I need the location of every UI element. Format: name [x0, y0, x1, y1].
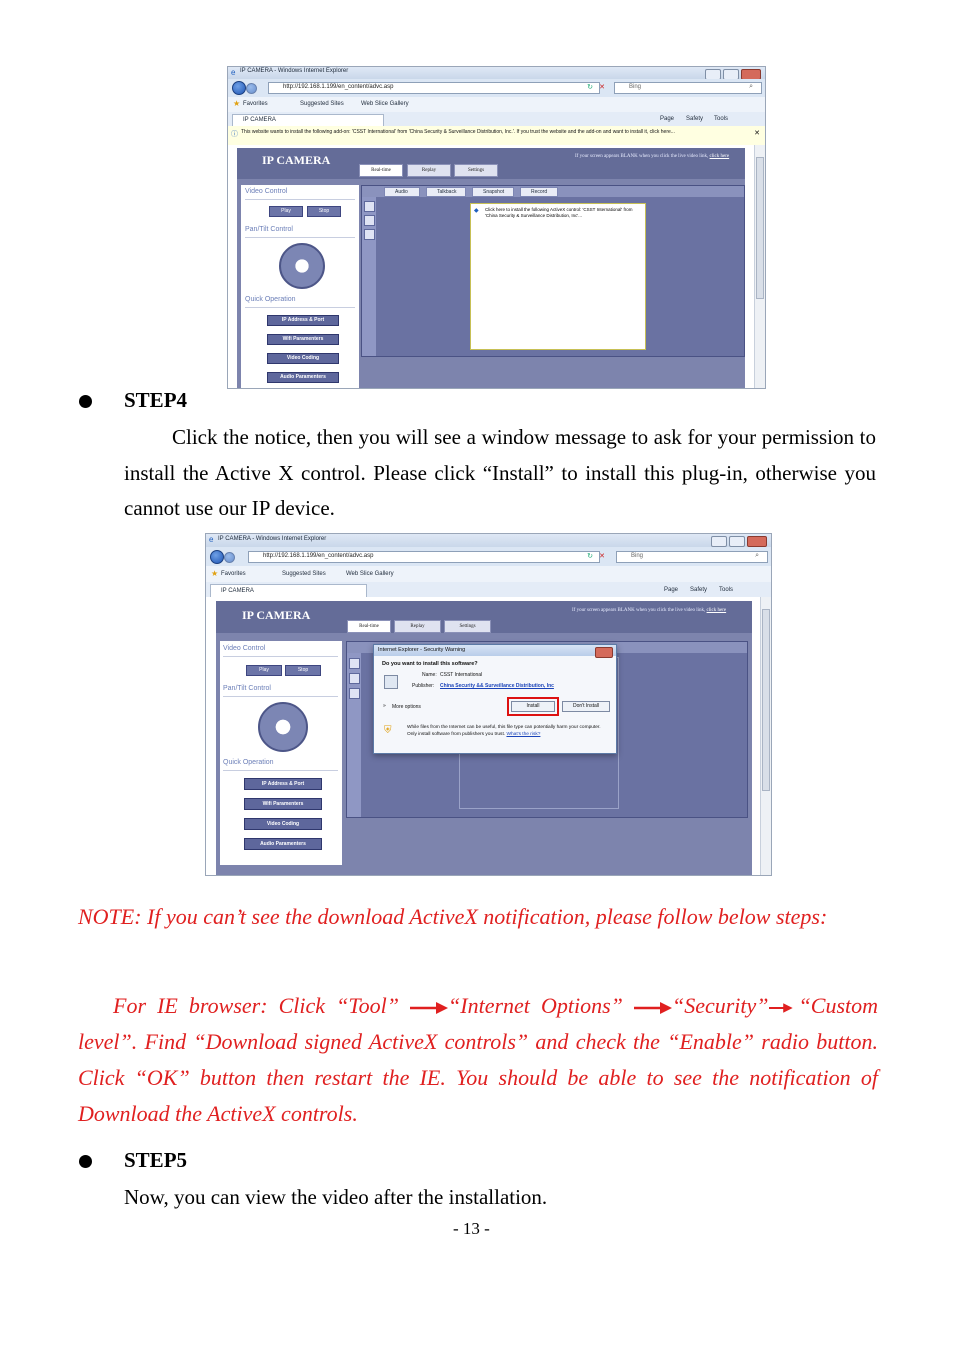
web-slice-gallery[interactable]: Web Slice Gallery [346, 571, 394, 577]
video-side-tools [362, 197, 376, 356]
audio-parameters-button[interactable]: Audio Paramenters [267, 372, 339, 383]
tab-settings[interactable]: Settings [444, 620, 491, 633]
search-icon[interactable]: ⌕ [755, 552, 759, 559]
zoom-in-icon[interactable] [364, 201, 375, 212]
shield-icon: ◆ [474, 208, 479, 214]
ie-logo-icon: e [209, 535, 214, 544]
quick-operation-label: Quick Operation [223, 759, 274, 766]
window-title: IP CAMERA - Windows Internet Explorer [240, 68, 349, 74]
favorites-star-icon: ★ [233, 99, 241, 108]
stop-icon[interactable]: ✕ [599, 84, 605, 91]
close-button[interactable] [747, 536, 767, 547]
activex-notice-text: Click here to install the following ActiveX control: 'CSST International' from 'China Security & Surveillance Distribution, Inc'... [485, 207, 633, 218]
zoom-out-icon[interactable] [364, 215, 375, 226]
tab-settings[interactable]: Settings [454, 164, 498, 177]
screenshot-ie-notice [227, 66, 766, 389]
camera-app [237, 148, 745, 388]
fullscreen-icon[interactable] [364, 229, 375, 240]
address-row [228, 79, 765, 97]
tab-title: IP CAMERA [243, 117, 276, 123]
address-bar[interactable] [248, 551, 605, 563]
publisher-link[interactable]: China Security && Surveillance Distribution, Inc [440, 683, 554, 689]
search-box[interactable] [616, 551, 768, 563]
zoom-in-icon[interactable] [349, 658, 360, 669]
toolbar-page[interactable]: Page [664, 587, 679, 593]
stop-button[interactable]: Stop [285, 665, 321, 676]
video-area [361, 185, 745, 357]
click-here-link[interactable]: click here [706, 608, 727, 613]
video-control-label: Video Control [223, 645, 266, 652]
dialog-question: Do you want to install this software? [382, 661, 478, 667]
step5-heading: STEP5 [124, 1148, 188, 1172]
stop-icon[interactable]: ✕ [599, 553, 605, 560]
arrow-icon [410, 1002, 448, 1014]
toolbar-tools[interactable]: Tools [719, 587, 734, 593]
suggested-sites[interactable]: Suggested Sites [282, 571, 326, 577]
favorites-star-icon: ★ [211, 569, 219, 578]
page-number: - 13 - [453, 1219, 490, 1238]
bullet-step4 [79, 395, 92, 408]
search-placeholder: Bing [631, 553, 644, 559]
window-title: IP CAMERA - Windows Internet Explorer [218, 536, 327, 542]
info-icon: ⓘ [231, 131, 238, 138]
note-intro: NOTE: If you can’t see the download ActiveX notification, please follow below steps: [78, 904, 828, 929]
zoom-out-icon[interactable] [349, 673, 360, 684]
fullscreen-icon[interactable] [349, 688, 360, 699]
dialog-warning: While files from the Internet can be useful, this file type can potentially harm your computer. Only install software from publishers you trust. What's the risk? [407, 725, 601, 737]
quick-operation-label: Quick Operation [245, 296, 296, 303]
arrow-icon [634, 1002, 672, 1014]
step4-heading: STEP4 [124, 388, 188, 412]
play-button[interactable]: Play [269, 206, 303, 217]
left-panel [241, 185, 359, 388]
ie-logo-icon: e [231, 68, 236, 77]
page-scrollbar[interactable] [754, 145, 765, 388]
play-button[interactable]: Play [246, 665, 282, 676]
back-icon[interactable] [210, 550, 224, 564]
activex-placeholder[interactable] [470, 203, 646, 350]
record-button[interactable]: Record [520, 187, 558, 197]
step5-text: Now, you can view the video after the installation. [124, 1185, 548, 1209]
toolbar-tools[interactable]: Tools [714, 116, 729, 122]
install-highlight [507, 697, 559, 716]
audio-parameters-button[interactable]: Audio Paramenters [244, 838, 322, 850]
arrow-icon [769, 1002, 799, 1014]
toolbar-page[interactable]: Page [660, 116, 675, 122]
camera-header [216, 601, 752, 633]
video-side-tools [347, 653, 361, 817]
window-titlebar [206, 534, 771, 547]
blank-hint: If your screen appears BLANK when you click the live video link, click here [575, 154, 730, 159]
tab-title: IP CAMERA [221, 588, 254, 594]
suggested-sites[interactable]: Suggested Sites [300, 101, 344, 107]
ip-address-port-button[interactable]: IP Address & Port [267, 315, 339, 326]
camera-header [237, 148, 745, 179]
screenshot-ie-security-warning [205, 533, 772, 876]
tab-real-time[interactable]: Real-time [347, 620, 391, 633]
url-text: http://192.168.1.199/en_content/advc.asp [263, 553, 374, 559]
more-options-chevron-icon[interactable]: » [383, 703, 386, 709]
tab-row [206, 582, 771, 598]
forward-icon[interactable] [224, 552, 235, 563]
brand-title: IP CAMERA [262, 153, 331, 167]
name-value: CSST International [440, 672, 483, 678]
forward-icon[interactable] [246, 83, 257, 94]
dialog-titlebar [374, 645, 616, 656]
whats-the-risk-link[interactable]: What's the risk? [506, 731, 541, 737]
video-coding-button[interactable]: Video Coding [267, 353, 339, 364]
minimize-button[interactable] [711, 536, 727, 547]
dont-install-button[interactable]: Don't Install [562, 701, 610, 712]
tab-replay[interactable]: Replay [407, 164, 451, 177]
favorites-label[interactable]: Favorites [243, 101, 268, 107]
favorites-label[interactable]: Favorites [221, 571, 246, 577]
click-here-link[interactable]: click here [709, 154, 730, 159]
name-label: Name: [422, 672, 437, 678]
toolbar-safety[interactable]: Safety [690, 587, 708, 593]
video-control-label: Video Control [245, 188, 288, 195]
toolbar-safety[interactable]: Safety [686, 116, 704, 122]
dialog-title: Internet Explorer - Security Warning [378, 647, 466, 653]
browser-tab[interactable] [210, 584, 367, 598]
maximize-button[interactable] [729, 536, 745, 547]
note-part4: “Custom level”. Find “Download signed ActiveX controls” and check the “Enable” radio button. Click “OK” button then restart the IE. You should be able to see the notification of Download the ActiveX controls. [78, 993, 879, 1126]
address-row [206, 547, 771, 566]
note-instructions [78, 988, 878, 1132]
stop-button[interactable]: Stop [307, 206, 341, 217]
pan-tilt-label: Pan/Tilt Control [245, 226, 293, 233]
url-text: http://192.168.1.199/en_content/advc.asp [283, 84, 394, 90]
search-box[interactable] [614, 82, 762, 94]
bullet-step5 [79, 1155, 92, 1168]
blank-hint: If your screen appears BLANK when you click the live video link, click here [572, 608, 727, 613]
wifi-parameters-button[interactable]: Wifi Paramenters [267, 334, 339, 345]
more-options[interactable]: More options [392, 704, 421, 710]
video-coding-button[interactable]: Video Coding [244, 818, 322, 830]
refresh-icon[interactable]: ↻ [587, 553, 593, 560]
ip-address-port-button[interactable]: IP Address & Port [244, 778, 322, 790]
audio-button[interactable]: Audio [384, 187, 420, 197]
brand-title: IP CAMERA [242, 608, 311, 622]
search-placeholder: Bing [629, 84, 642, 90]
note-part1: For IE browser: Click “Tool” [113, 993, 399, 1018]
back-icon[interactable] [232, 81, 246, 95]
window-titlebar [228, 67, 765, 79]
favorites-bar [206, 566, 771, 582]
note-part3: “Security” [671, 993, 769, 1018]
infobar-close-icon[interactable]: ✕ [754, 130, 760, 137]
warning-shield-icon: ⛨ [384, 725, 392, 736]
ptz-control[interactable] [258, 702, 308, 752]
step4-text: Click the notice, then you will see a window message to ask for your permission to install the Active X control. Please click “Install” to install this plug-in, otherwise you cannot use our IP device. [124, 425, 876, 520]
page-scrollbar[interactable] [760, 597, 771, 875]
snapshot-button[interactable]: Snapshot [472, 187, 514, 197]
wifi-parameters-button[interactable]: Wifi Paramenters [244, 798, 322, 810]
tab-real-time[interactable]: Real-time [359, 164, 403, 177]
talkback-button[interactable]: Talkback [426, 187, 466, 197]
address-bar[interactable] [268, 82, 605, 94]
tab-replay[interactable]: Replay [394, 620, 441, 633]
favorites-bar [228, 97, 765, 112]
refresh-icon[interactable]: ↻ [587, 84, 593, 91]
activex-infobar[interactable] [228, 126, 765, 146]
pan-tilt-label: Pan/Tilt Control [223, 685, 271, 692]
ptz-control[interactable] [279, 243, 325, 289]
page-content [228, 145, 765, 388]
dialog-close-button[interactable] [595, 647, 613, 658]
left-panel [220, 641, 342, 865]
tab-row [228, 112, 765, 127]
video-toolbar [362, 186, 744, 197]
software-package-icon [384, 675, 398, 689]
infobar-text: This website wants to install the following add-on: 'CSST International' from 'China Security & Surveillance Distribution, Inc.'. If you trust the website and the add-on and want to install it, click here... [241, 129, 675, 135]
install-button[interactable]: Install [511, 701, 555, 712]
web-slice-gallery[interactable]: Web Slice Gallery [361, 101, 409, 107]
publisher-label: Publisher: [412, 683, 435, 689]
security-warning-dialog [373, 644, 617, 754]
note-part2: “Internet Options” [448, 993, 623, 1018]
search-icon[interactable]: ⌕ [749, 83, 753, 90]
